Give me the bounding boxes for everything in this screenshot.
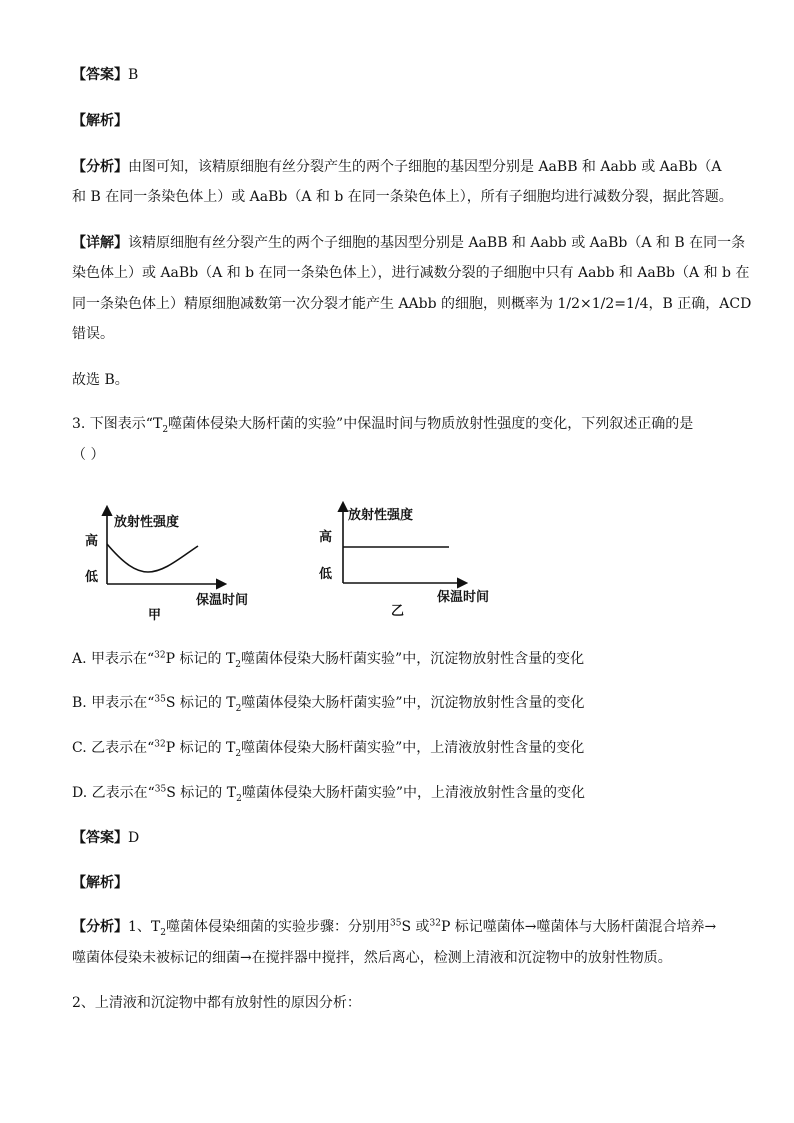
x-axis-title: 保温时间 xyxy=(196,593,249,608)
label-high: 高 xyxy=(85,534,99,549)
conclusion: 故选 B。 xyxy=(72,372,129,388)
fenxi-line-1 xyxy=(72,157,721,177)
analysis-label-q3: 【解析】 xyxy=(72,875,128,891)
xiangjie-line-4: 错误。 xyxy=(72,326,114,342)
q3-point-2: 2、上清液和沉淀物中都有放射性的原因分析： xyxy=(72,995,361,1011)
fenxi-line-2: 和 B 在同一条染色体上）或 AaBb（A 和 b 在同一条染色体上），所有子细胞均进行减数分裂，据此答题。 xyxy=(72,189,733,205)
option-b[interactable]: B. 甲表示在“$^{35}$S 标记的 $T_2$噬菌体侵染大肠杆菌实验”中，沉淀物放射性含量的变化 xyxy=(72,694,585,714)
option-d[interactable]: D. 乙表示在“$^{35}$S 标记的 $T_2$噬菌体侵染大肠杆菌实验”中，上清液放射性含量的变化 xyxy=(72,784,585,804)
xiangjie-label: 【详解】 xyxy=(72,235,128,251)
y-axis-title: 放射性强度 xyxy=(114,515,180,530)
label-high: 高 xyxy=(319,530,333,545)
xiangjie-line-3: 同一条染色体上）精原细胞减数第一次分裂才能产生 AAbb 的细胞，则概率为 1/2×1/2=1/4，B 正确，ACD xyxy=(72,296,752,312)
curve-jia xyxy=(107,544,198,572)
answer-value: D xyxy=(128,830,140,846)
caption-yi: 乙 xyxy=(391,604,405,619)
label-low: 低 xyxy=(319,567,333,582)
option-a[interactable]: A. 甲表示在“$^{32}$P 标记的 $T_2$噬菌体侵染大肠杆菌实验”中，沉淀物放射性含量的变化 xyxy=(72,650,585,670)
caption-jia: 甲 xyxy=(148,608,162,623)
answer-value: B xyxy=(128,67,139,83)
fenxi-label: 【分析】 xyxy=(72,919,128,935)
q3-fenxi-line-2: 噬菌体侵染未被标记的细菌→在搅拌器中搅拌，然后离心，检测上清液和沉淀物中的放射性物质。 xyxy=(72,950,672,966)
question-3-stem: 3. 下图表示“$T_2$噬菌体侵染大肠杆菌的实验”中保温时间与物质放射性强度的变化，下列叙述正确的是 xyxy=(72,416,694,435)
answer-label: 【答案】 xyxy=(72,67,128,83)
fenxi-text-1: 由图可知，该精原细胞有丝分裂产生的两个子细胞的基因型分别是 AaBB 和 Aabb 或 AaBb（A xyxy=(128,159,722,175)
answer-parentheses: （ ） xyxy=(72,447,105,463)
label-low: 低 xyxy=(85,570,99,585)
analysis-label: 【解析】 xyxy=(72,113,128,129)
y-axis-title: 放射性强度 xyxy=(348,508,414,523)
xiangjie-line-2: 染色体上）或 AaBb（A 和 b 在同一条染色体上），进行减数分裂的子细胞中只有 Aabb 和 AaBb（A 和 b 在 xyxy=(72,265,750,281)
option-c[interactable]: C. 乙表示在“$^{32}$P 标记的 $T_2$噬菌体侵染大肠杆菌实验”中，上清液放射性含量的变化 xyxy=(72,739,585,759)
q3-fenxi-line-1: 【分析】1、$T_2$噬菌体侵染细菌的实验步骤：分别用$^{35}$S 或$^{32}$P 标记噬菌体→噬菌体与大肠杆菌混合培养→ xyxy=(72,918,717,938)
xiangjie-text-1: 该精原细胞有丝分裂产生的两个子细胞的基因型分别是 AaBB 和 Aabb 或 AaBb（A 和 B 在同一条 xyxy=(128,235,746,251)
answer-label: 【答案】 xyxy=(72,830,128,846)
fenxi-label: 【分析】 xyxy=(72,159,128,175)
figure-panel-left xyxy=(76,500,276,625)
answer-line-q3 xyxy=(72,828,139,848)
x-axis-title: 保温时间 xyxy=(437,590,490,605)
answer-line xyxy=(72,65,138,85)
figure-panel-right xyxy=(315,500,515,625)
xiangjie-line-1 xyxy=(72,233,745,253)
